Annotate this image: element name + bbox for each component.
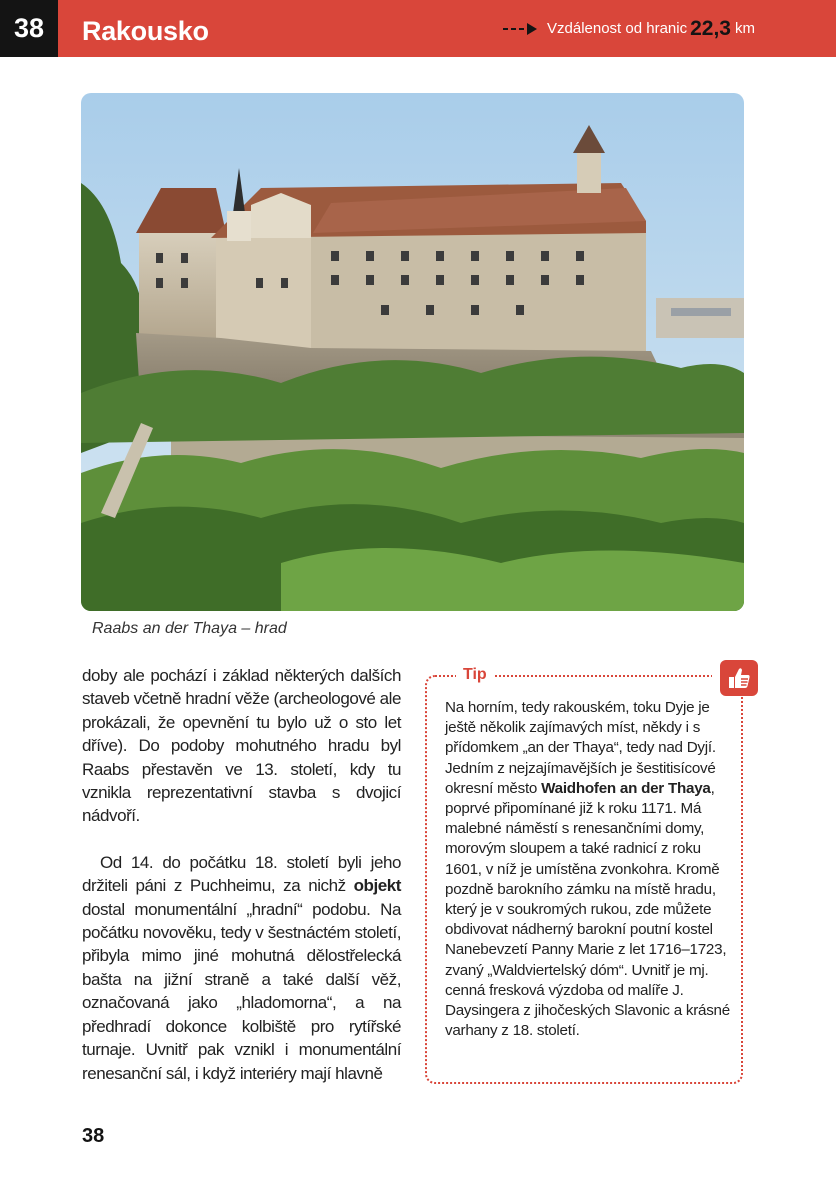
chapter-number-badge: 38 bbox=[0, 0, 58, 57]
arrow-right-icon bbox=[503, 23, 537, 35]
tip-bold-place: Waidhofen an der Thaya bbox=[541, 779, 711, 797]
distance-unit: km bbox=[734, 20, 755, 37]
paragraph-1: doby ale pochází i základ některých dalších staveb včetně hradní věže (archeologové ale prokázali, že opevnění tu bylo už o sto let dříve). Do podoby mohutného hradu byl Raabs přestavěn ve 13. století, kdy tu vznikla reprezentativní stavba s dvojicí nádvoří. bbox=[82, 666, 401, 826]
page-number: 38 bbox=[82, 1125, 105, 1147]
distance-info bbox=[503, 0, 755, 57]
tip-text: Na horním, tedy rakouském, toku Dyje je ještě několik zajímavých míst, někdy i s přídomkem „an der Thaya“, tedy nad Dyjí. Jedním z nejzajímavějších je šestitisícové okresní město Waidhofen an der Thaya, poprvé připomínané již k roku 1171. Má malebné náměstí s renesančními domy, morovým sloupem a také radnicí z roku 1601, v níž je umístěna zvonkohra. Kromě pozdně barokního zámku na místě hradu, který je v soukromých rukou, zde můžete obdivovat nádherný barokní poutní kostel Nanebevzetí Panny Marie z let 1716–1723, zvaný „Waldviertelský dóm“. Uvnitř je mj. cenná fresková výzdoba od malíře J. Daysingera z jihočeských Slavonic a krásné varhany z 18. století. bbox=[445, 699, 730, 1040]
page-header bbox=[0, 0, 836, 57]
distance-label: Vzdálenost od hranic bbox=[547, 20, 688, 37]
tip-label: Tip bbox=[456, 665, 495, 685]
article-body bbox=[82, 664, 401, 1085]
paragraph-2: Od 14. do počátku 18. století byli jeho držiteli páni z Puchheimu, za nichž objekt dostal monumentální „hradní“ podobu. Na počátku novověku, tedy v šestnáctém století, přibyla mimo jiné mohutná dělostřelecká bašta na jižní straně a také další věž, označovaná jako „hladomorna“, a na předhradí dokonce kolbiště pro rytířské turnaje. Uvnitř pak vznikl i monumentální renesanční sál, i když interiéry mají hlavně bbox=[82, 852, 401, 1083]
country-title: Rakousko bbox=[82, 16, 209, 46]
castle-photo bbox=[81, 93, 744, 611]
bold-term: objekt bbox=[353, 876, 401, 896]
thumbs-up-icon bbox=[720, 660, 758, 696]
distance-value: 22,3 bbox=[690, 16, 731, 40]
photo-caption: Raabs an der Thaya – hrad bbox=[92, 620, 287, 637]
